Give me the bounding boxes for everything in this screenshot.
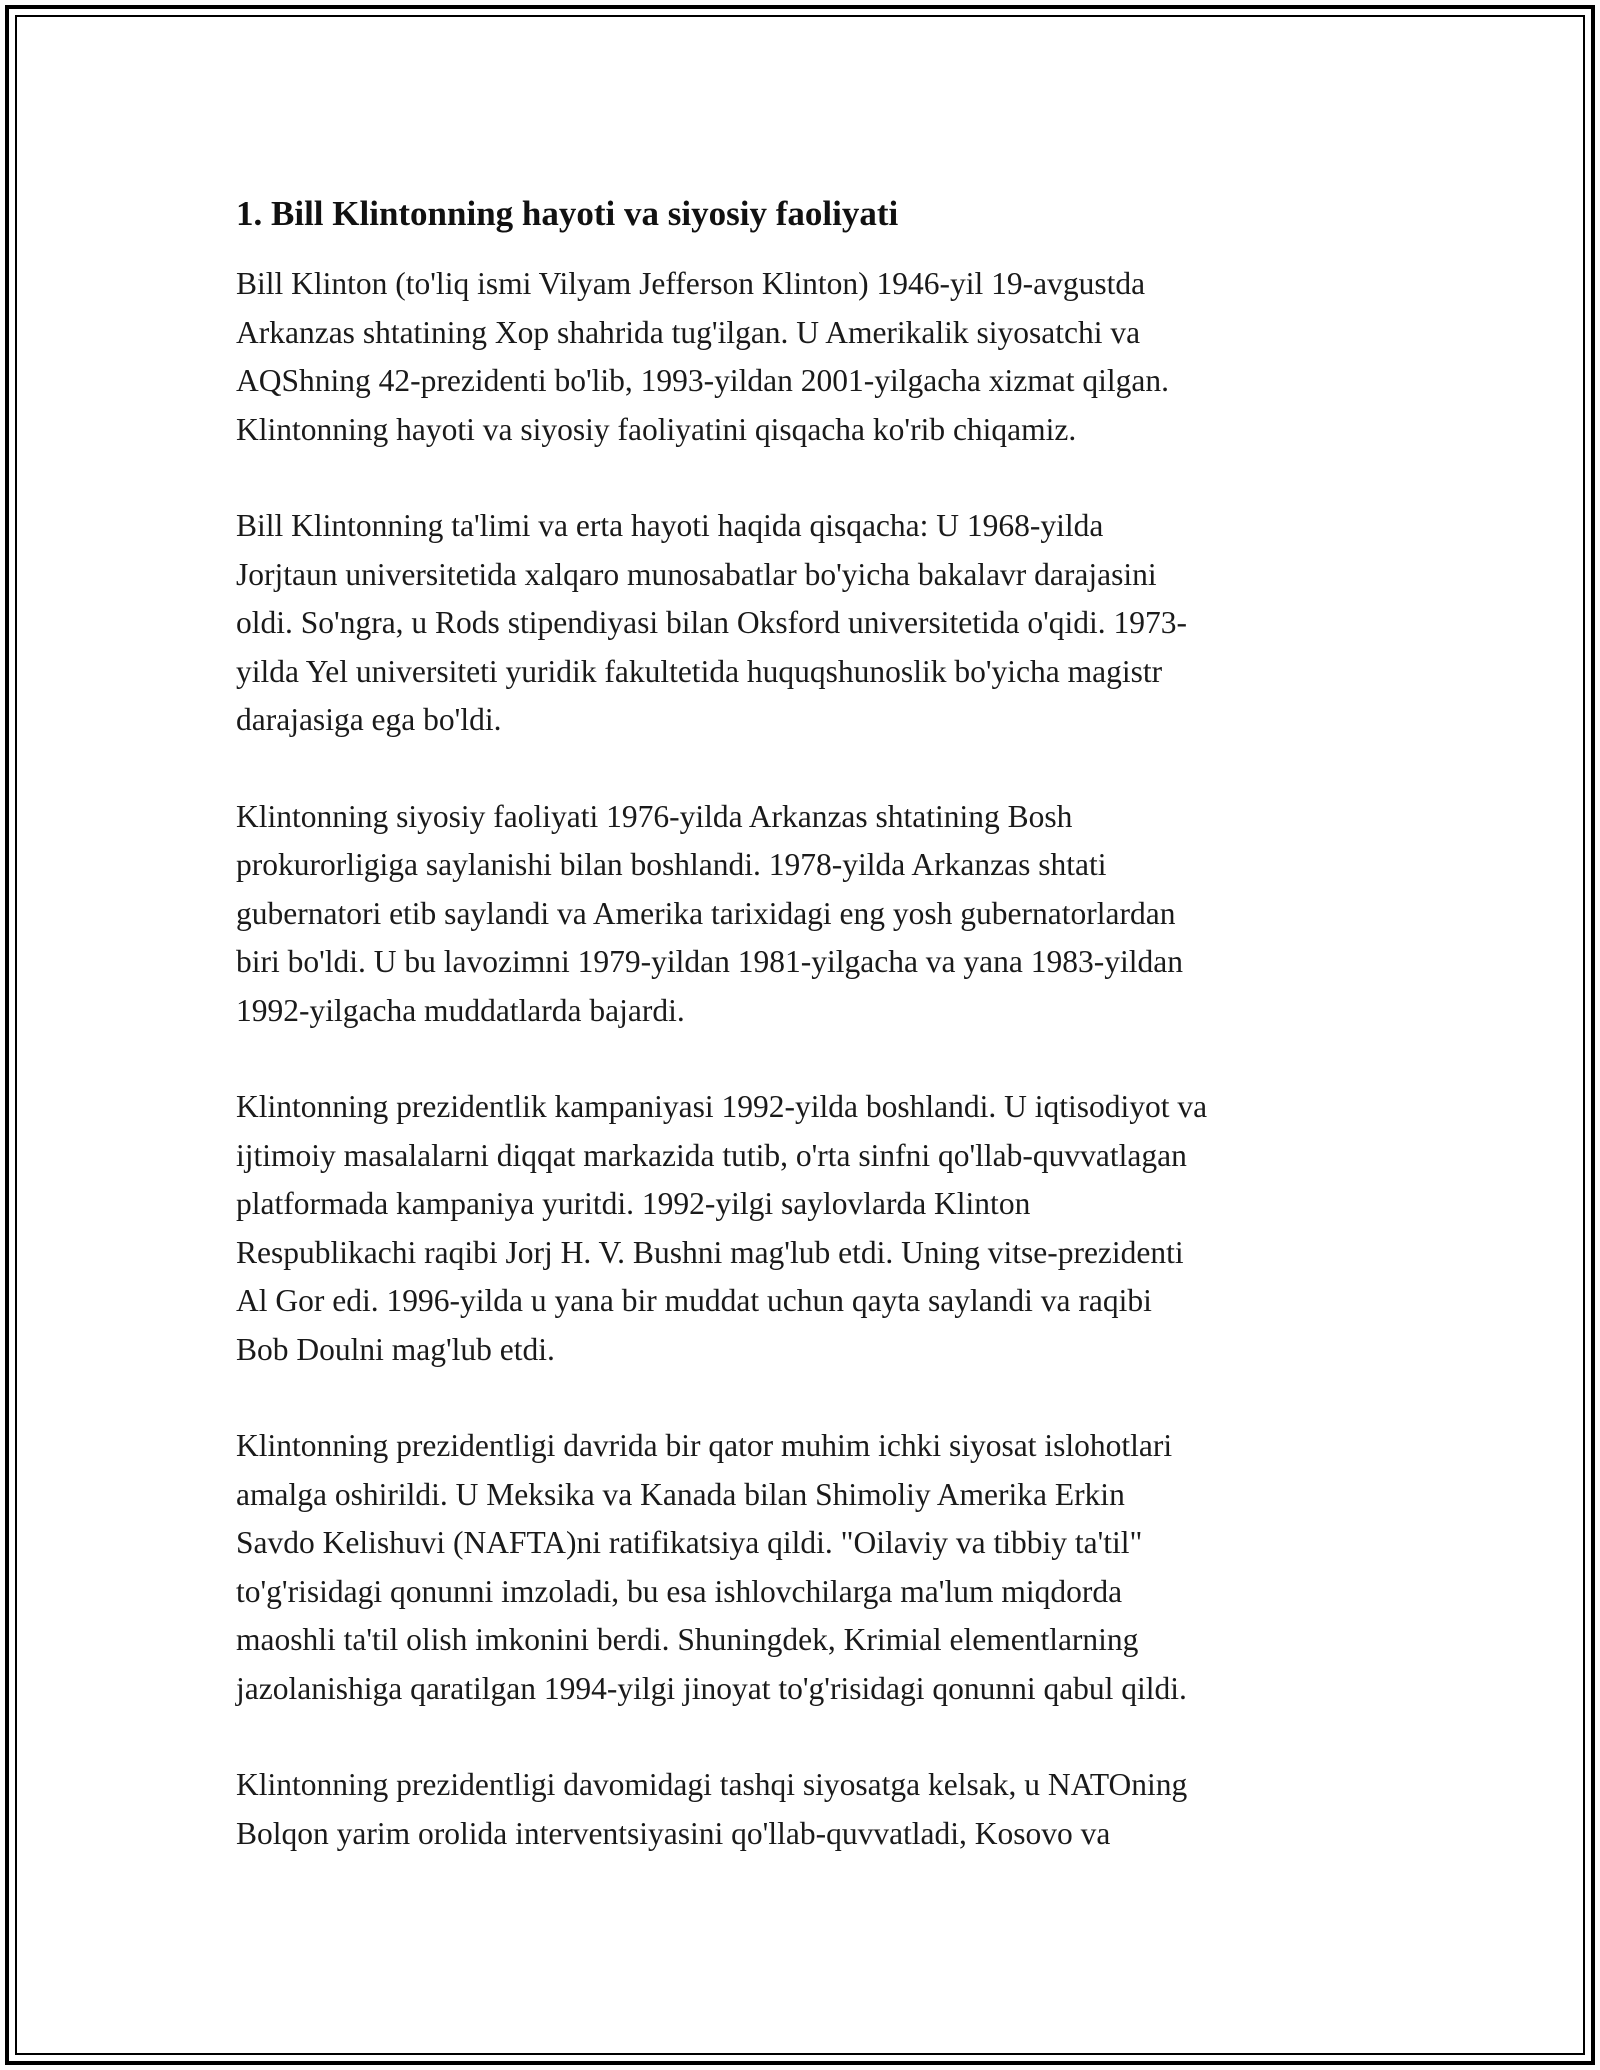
paragraph-domestic-policy: Klintonning prezidentligi davrida bir qator muhim ichki siyosat islohotlari amalga oshirildi. U Meksika va Kanada bilan Shimoliy Amerika Erkin Savdo Kelishuvi (NAFTA)ni ratifikatsiya qildi. "Oilaviy va tibbiy ta'til" to'g'risidagi qonunni imzoladi, bu esa ishlovchilarga ma'lum miqdorda maoshli ta'til olish imkonini berdi. Shuningdek, Krimial elementlarning jazolanishiga qaratilgan 1994-yilgi jinoyat to'g'risidagi qonunni qabul qildi. (236, 1428, 1187, 1706)
document-title: 1. Bill Klintonning hayoti va siyosiy faoliyati (236, 194, 899, 233)
paragraph-education: Bill Klintonning ta'limi va erta hayoti haqida qisqacha: U 1968-yilda Jorjtaun universitetida xalqaro munosabatlar bo'yicha bakalavr darajasini oldi. So'ngra, u Rods stipendiyasi bilan Oksford universitetida o'qidi. 1973- yilda Yel universiteti yuridik fakultetida huquqshunoslik bo'yicha magistr darajasiga ega bo'ldi. (236, 508, 1188, 737)
paragraph-foreign-policy: Klintonning prezidentligi davomidagi tashqi siyosatga kelsak, u NATOning Bolqon yarim orolida interventsiyasini qo'llab-quvvatladi, Kosovo va (236, 1767, 1188, 1851)
document-body (236, 190, 1386, 1906)
paragraph-birth-and-intro: Bill Klinton (to'liq ismi Vilyam Jefferson Klinton) 1946-yil 19-avgustda Arkanzas shtatining Xop shahrida tug'ilgan. U Amerikalik siyosatchi va AQShning 42-prezidenti bo'lib, 1993-yildan 2001-yilgacha xizmat qilgan. Klintonning hayoti va siyosiy faoliyatini qisqacha ko'rib chiqamiz. (236, 266, 1169, 447)
paragraph-early-career: Klintonning siyosiy faoliyati 1976-yilda Arkanzas shtatining Bosh prokurorligiga saylanishi bilan boshlandi. 1978-yilda Arkanzas shtati gubernatori etib saylandi va Amerika tarixidagi eng yosh gubernatorlardan biri bo'ldi. U bu lavozimni 1979-yildan 1981-yilgacha va yana 1983-yildan 1992-yilgacha muddatlarda bajardi. (236, 798, 1183, 1028)
paragraph-presidential-campaign: Klintonning prezidentlik kampaniyasi 1992-yilda boshlandi. U iqtisodiyot va ijtimoiy masalalarni diqqat markazida tutib, o'rta sinfni qo'llab-quvvatlagan platformada kampaniya yuritdi. 1992-yilgi saylovlarda Klinton Respublikachi raqibi Jorj H. V. Bushni mag'lub etdi. Uning vitse-prezidenti Al Gor edi. 1996-yilda u yana bir muddat uchun qayta saylandi va raqibi Bob Doulni mag'lub etdi. (236, 1089, 1208, 1367)
